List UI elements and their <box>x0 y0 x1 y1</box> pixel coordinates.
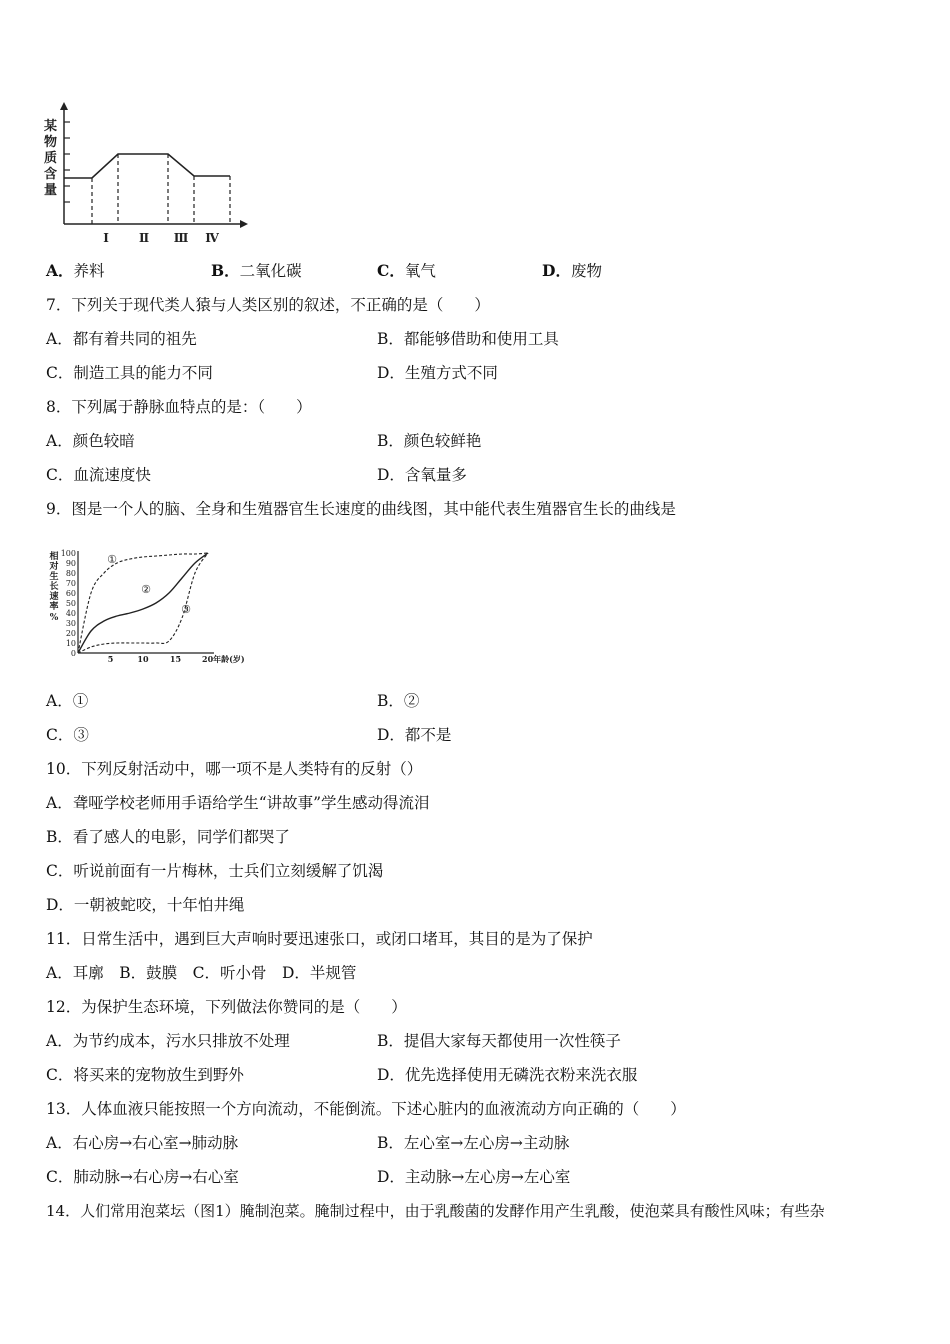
fig2-ylabel-char: 生 <box>49 572 59 582</box>
q7-option-b[interactable]: B．都能够借助和使用工具 <box>377 330 559 348</box>
fig2-y-tick-label: 50 <box>65 599 76 608</box>
fig1-ylabel-char: 某 <box>44 119 58 134</box>
q12-stem: 12．为保护生态环境，下列做法你赞同的是（ ） <box>46 998 407 1016</box>
q6-option-a[interactable] <box>46 261 105 281</box>
fig1-dashed-dividers <box>92 154 230 224</box>
q13-option-a[interactable]: A．右心房→右心室→肺动脉 <box>46 1134 239 1152</box>
fig2-y-ticks <box>61 549 76 658</box>
fig2-x-ticks <box>108 654 181 664</box>
q7-stem: 7．下列关于现代类人猿与人类区别的叙述，不正确的是（ ） <box>46 296 490 314</box>
q10-option-d[interactable]: D．一朝被蛇咬，十年怕井绳 <box>46 896 245 914</box>
fig2-ylabel-char: 率 <box>49 602 59 612</box>
q8-stem: 8．下列属于静脉血特点的是：（ ） <box>46 398 312 416</box>
q13-stem: 13．人体血液只能按照一个方向流动，不能倒流。下述心脏内的血液流动方向正确的（ ） <box>46 1100 686 1118</box>
fig2-y-tick-label: 40 <box>65 609 76 618</box>
q10-option-c[interactable]: C．听说前面有一片梅林，士兵们立刻缓解了饥渴 <box>46 862 384 880</box>
fig2-x-label: 20年龄(岁) <box>202 654 245 664</box>
fig1-y-ticks <box>64 122 70 202</box>
q10-option-b[interactable]: B．看了感人的电影，同学们都哭了 <box>46 828 290 846</box>
growth-rate-chart <box>44 545 264 670</box>
fig1-x-tick: Ⅲ <box>173 231 189 245</box>
fig2-ylabel <box>48 550 58 623</box>
q9-option-b[interactable]: B．② <box>377 692 420 710</box>
q12-option-a[interactable]: A．为节约成本，污水只排放不处理 <box>46 1032 290 1050</box>
fig1-x-tick: Ⅳ <box>205 231 219 245</box>
fig2-ylabel-char: 速 <box>49 592 59 602</box>
q7-option-c[interactable]: C．制造工具的能力不同 <box>46 364 213 382</box>
option-text: 养料 <box>73 262 105 280</box>
fig2-x-tick-label: 10 <box>137 654 149 664</box>
fig2-y-tick-label: 90 <box>65 559 76 568</box>
fig1-ylabel-char: 物 <box>44 135 58 150</box>
q11-stem: 11．日常生活中，遇到巨大声响时要迅速张口，或闭口堵耳，其目的是为了保护 <box>46 930 593 948</box>
option-text: 二氧化碳 <box>239 262 302 280</box>
q11-options[interactable]: A．耳廓 B．鼓膜 C．听小骨 D．半规管 <box>46 964 357 982</box>
fig1-curve <box>64 154 230 178</box>
option-text: 废物 <box>570 262 602 280</box>
fig2-ylabel-char: 相 <box>49 552 59 562</box>
substance-content-figure <box>40 100 260 250</box>
fig2-y-tick-label: 10 <box>65 639 76 648</box>
q9-option-a[interactable]: A．① <box>46 692 89 710</box>
fig2-y-tick-label: 100 <box>60 549 76 558</box>
fig2-y-tick-label: 60 <box>65 589 76 598</box>
q8-option-a[interactable]: A．颜色较暗 <box>46 432 135 450</box>
fig1-ylabel <box>44 118 57 198</box>
q8-option-d[interactable]: D．含氧量多 <box>377 466 467 484</box>
q13-option-b[interactable]: B．左心室→左心房→主动脉 <box>377 1134 570 1152</box>
q13-option-d[interactable]: D．主动脉→左心房→左心室 <box>377 1168 571 1186</box>
option-label: A． <box>46 261 74 280</box>
fig2-ylabel-char: % <box>49 613 59 623</box>
q10-stem: 10．下列反射活动中，哪一项不是人类特有的反射（） <box>46 760 423 778</box>
fig2-y-tick-label: 0 <box>70 649 76 658</box>
fig1-x-tick: Ⅱ <box>138 231 150 245</box>
fig1-ylabel-char: 含 <box>44 167 58 182</box>
fig2-y-tick-label: 70 <box>65 579 76 588</box>
fig2-ylabel-char: 长 <box>49 582 59 592</box>
option-label: C． <box>377 261 405 280</box>
option-label: D． <box>542 261 571 280</box>
q9-option-c[interactable]: C．③ <box>46 726 89 744</box>
fig2-y-tick-label: 30 <box>65 619 76 628</box>
q6-option-b[interactable] <box>211 261 302 281</box>
q8-option-c[interactable]: C．血流速度快 <box>46 466 151 484</box>
fig1-y-arrow <box>60 102 68 110</box>
fig2-x-tick-label: 5 <box>107 654 114 664</box>
curve-label-1: ① <box>107 553 117 566</box>
fig1-x-tick: Ⅰ <box>103 231 109 245</box>
fig1-ylabel-char: 量 <box>44 183 58 198</box>
option-text: 氧气 <box>404 262 436 280</box>
q12-option-b[interactable]: B．提倡大家每天都使用一次性筷子 <box>377 1032 621 1050</box>
fig2-y-tick-label: 20 <box>65 629 76 638</box>
q8-option-b[interactable]: B．颜色较鲜艳 <box>377 432 482 450</box>
q14-stem: 14．人们常用泡菜坛（图1）腌制泡菜。腌制过程中，由于乳酸菌的发酵作用产生乳酸，使泡菜具有酸性风味；有些杂 <box>46 1202 825 1220</box>
fig1-ylabel-char: 质 <box>44 151 58 166</box>
fig2-x-tick-label: 15 <box>169 654 182 664</box>
q6-option-c[interactable] <box>377 261 436 281</box>
option-label: B． <box>211 261 240 280</box>
q12-option-d[interactable]: D．优先选择使用无磷洗衣粉来洗衣服 <box>377 1066 638 1084</box>
fig2-y-tick-label: 80 <box>65 569 76 578</box>
q12-option-c[interactable]: C．将买来的宠物放生到野外 <box>46 1066 244 1084</box>
q6-option-d[interactable] <box>542 261 602 281</box>
q9-option-d[interactable]: D．都不是 <box>377 726 452 744</box>
q7-option-d[interactable]: D．生殖方式不同 <box>377 364 498 382</box>
curve-label-3: ③ <box>181 603 191 616</box>
q7-option-a[interactable]: A．都有着共同的祖先 <box>46 330 197 348</box>
q13-option-c[interactable]: C．肺动脉→右心房→右心室 <box>46 1168 239 1186</box>
q9-stem: 9．图是一个人的脑、全身和生殖器官生长速度的曲线图，其中能代表生殖器官生长的曲线是 <box>46 500 676 518</box>
curve-label-2: ② <box>141 583 151 596</box>
fig1-x-arrow <box>240 220 248 228</box>
fig1-x-ticks <box>103 231 219 245</box>
q10-option-a[interactable]: A．聋哑学校老师用手语给学生“讲故事”学生感动得流泪 <box>46 794 430 812</box>
fig2-ylabel-char: 对 <box>49 562 59 572</box>
